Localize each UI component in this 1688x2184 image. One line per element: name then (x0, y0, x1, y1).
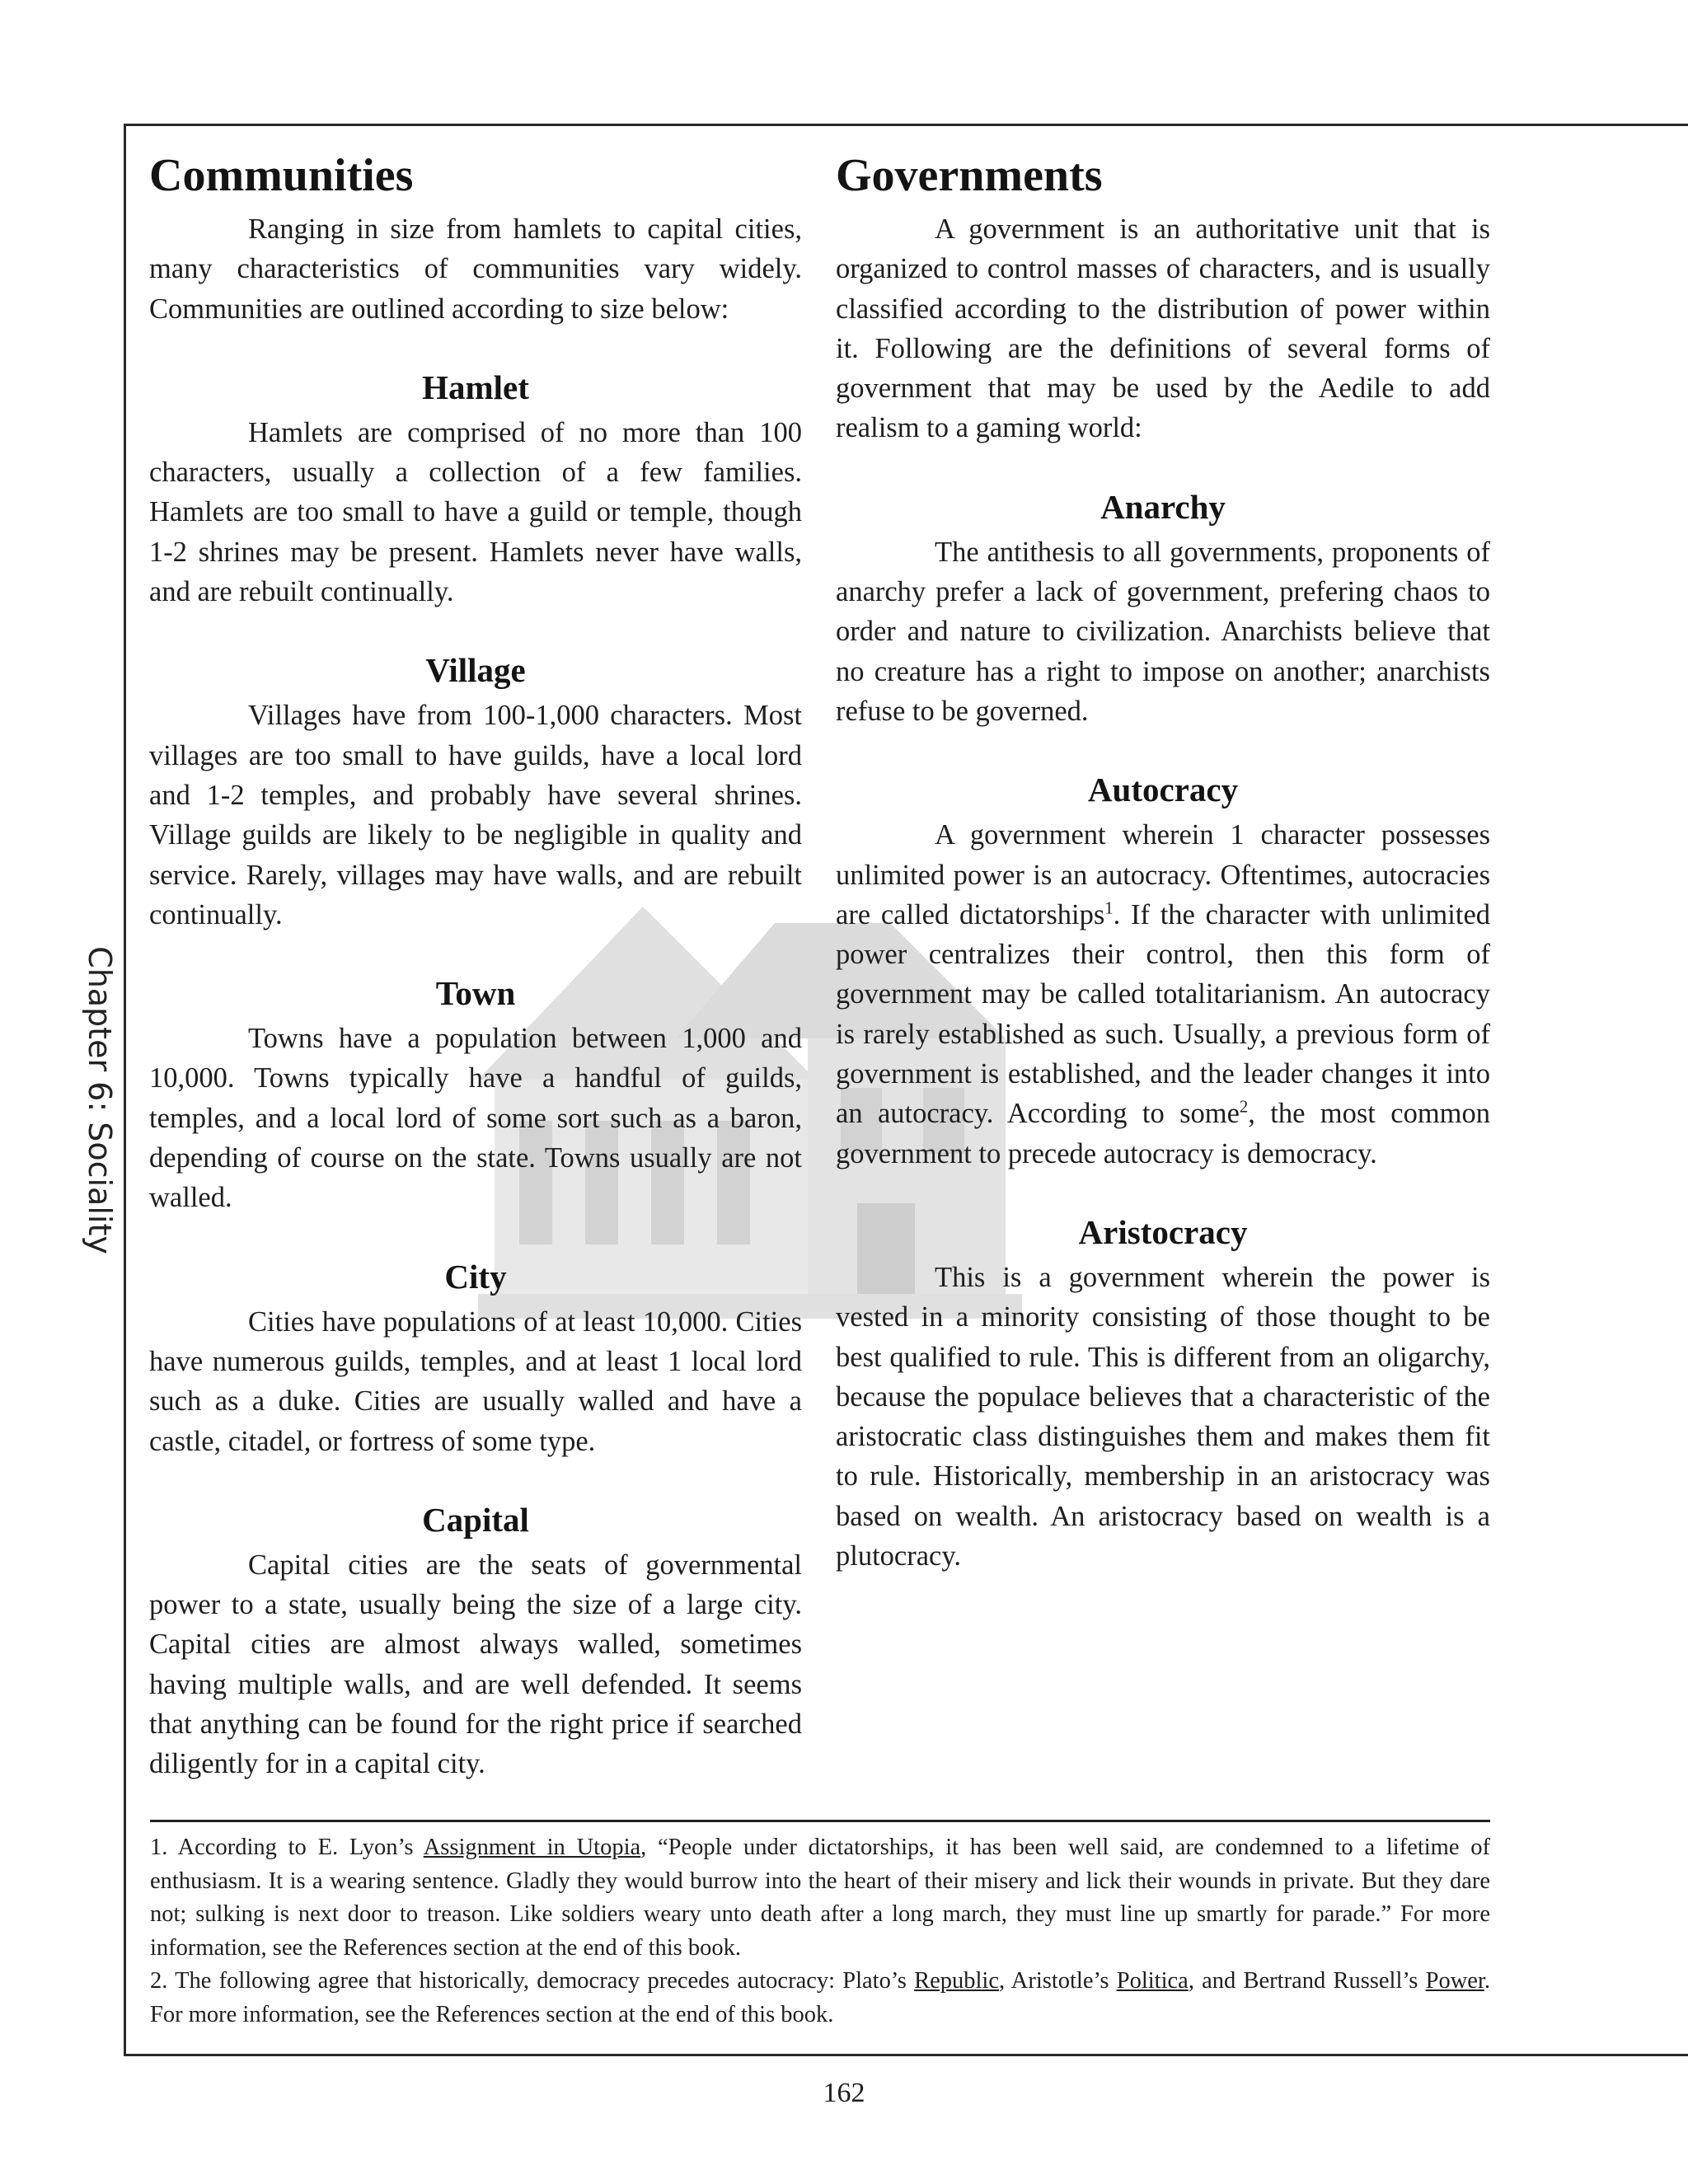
autocracy-text-part-2: . If the character with unlimited power centralizes their control, then this form of government may be called totalitarianism. An autocracy is rarely established as such. Usually, a previous form of government is established, and the leader changes it into an autocracy. According to some (836, 898, 1491, 1130)
communities-title: Communities (149, 150, 414, 201)
footnote-2 (150, 1965, 1490, 2032)
footnote-1-body: , “People under dictatorships, it has been well said, are condemned to a lifetime of enthusiasm. It is a wearing sentence. Gladly they would burrow into the heart of their misery and lick their wounds in private. But they dare not; sulking is next door to treason. Like soldiers weary unto death after a long march, they must line up smartly for parade.” For more information, see the References section at the end of this book. (150, 1835, 1491, 1961)
autocracy-text-part-3: , the most common government to precede autocracy is democracy. (836, 1098, 1490, 1169)
footnote-ref-1: 1 (1104, 899, 1114, 918)
governments-column (836, 147, 1490, 1576)
footnote-2-title-power: Power (1425, 1968, 1484, 1994)
page-number: 162 (823, 2078, 865, 2108)
governments-title: Governments (836, 150, 1103, 201)
communities-intro: Ranging in size from hamlets to capital cities, many characteristics of communities vary widely. Communities are outlined according to size below: (149, 213, 802, 325)
footnote-1-title: Assignment in Utopia (423, 1835, 641, 1860)
footnote-1-lead: 1. According to E. Lyon’s (150, 1835, 424, 1860)
town-heading: Town (435, 974, 516, 1013)
autocracy-text-part-1: A government wherein 1 character possesses unlimited power is an autocracy. Oftentimes, autocracies are called dictatorships (836, 819, 1490, 930)
capital-text: Capital cities are the seats of governmental power to a state, usually being the size of a large city. Capital cities are almost always walled, sometimes having multiple walls, and are well defended. It seems that anything can be found for the right price if searched diligently for in a capital city. (149, 1549, 802, 1780)
footnote-divider (150, 1820, 1490, 1822)
footnote-2-lead: 2. The following agree that historically, democracy precedes autocracy: Plato’s (150, 1968, 915, 1994)
autocracy-heading: Autocracy (1087, 771, 1239, 809)
footnote-2-title-republic: Republic (914, 1968, 999, 1994)
footnote-2-text-a: , Aristotle’s (998, 1968, 1117, 1994)
village-heading: Village (425, 651, 526, 690)
communities-column (149, 147, 802, 1784)
capital-heading: Capital (422, 1500, 529, 1539)
footnote-1 (150, 1831, 1490, 1965)
hamlet-heading: Hamlet (422, 368, 529, 406)
footnote-ref-2: 2 (1239, 1098, 1249, 1117)
village-text: Villages have from 100-1,000 characters. Most villages are too small to have guilds, have a local lord and 1-2 temples, and probably have several shrines. Village guilds are likely to be negligible in quality and service. Rarely, villages may have walls, and are rebuilt continually. (149, 700, 802, 930)
town-text: Towns have a population between 1,000 and 10,000. Towns typically have a handful of guilds, temples, and a local lord of some sort such as a baron, depending of course on the state. Towns usually are not walled. (149, 1023, 802, 1214)
city-text: Cities have populations of at least 10,000. Cities have numerous guilds, temples, and at least 1 local lord such as a duke. Cities are usually walled and have a castle, citadel, or fortress of some type. (149, 1305, 802, 1457)
governments-intro: A government is an authoritative unit that is organized to control masses of characters, and is usually classified according to the distribution of power within it. Following are the definitions of several forms of government that may be used by the Aedile to add realism to a gaming world: (836, 213, 1490, 444)
footnote-2-title-politica: Politica (1116, 1968, 1189, 1994)
hamlet-text: Hamlets are comprised of no more than 100 characters, usually a collection of a few families. Hamlets are too small to have a guild or temple, though 1-2 shrines may be present. Hamlets never have walls, and are rebuilt continually. (149, 416, 802, 608)
aristocracy-heading: Aristocracy (1078, 1212, 1248, 1251)
aristocracy-text: This is a government wherein the power is vested in a minority consisting of those thought to be best qualified to rule. This is different from an oligarchy, because the populace believes that a characteristic of the aristocratic class distinguishes them and makes them fit to rule. Historically, membership in an aristocracy was based on wealth. An aristocracy based on wealth is a plutocracy. (836, 1261, 1490, 1572)
autocracy-text (836, 815, 1490, 1174)
anarchy-text: The antithesis to all governments, proponents of anarchy prefer a lack of government, prefering chaos to order and nature to civilization. Anarchists believe that no creature has a right to impose on another; anarchists refuse to be governed. (836, 536, 1490, 727)
footnote-2-text-b: , and Bertrand Russell’s (1188, 1968, 1426, 1994)
anarchy-heading: Anarchy (1100, 487, 1226, 526)
chapter-label: Chapter 6: Sociality (82, 946, 118, 1254)
footnote-2-text-c: . For more information, see the References section at the end of this book. (150, 1968, 1490, 2027)
city-heading: City (444, 1257, 507, 1296)
footnotes (150, 1831, 1490, 2032)
